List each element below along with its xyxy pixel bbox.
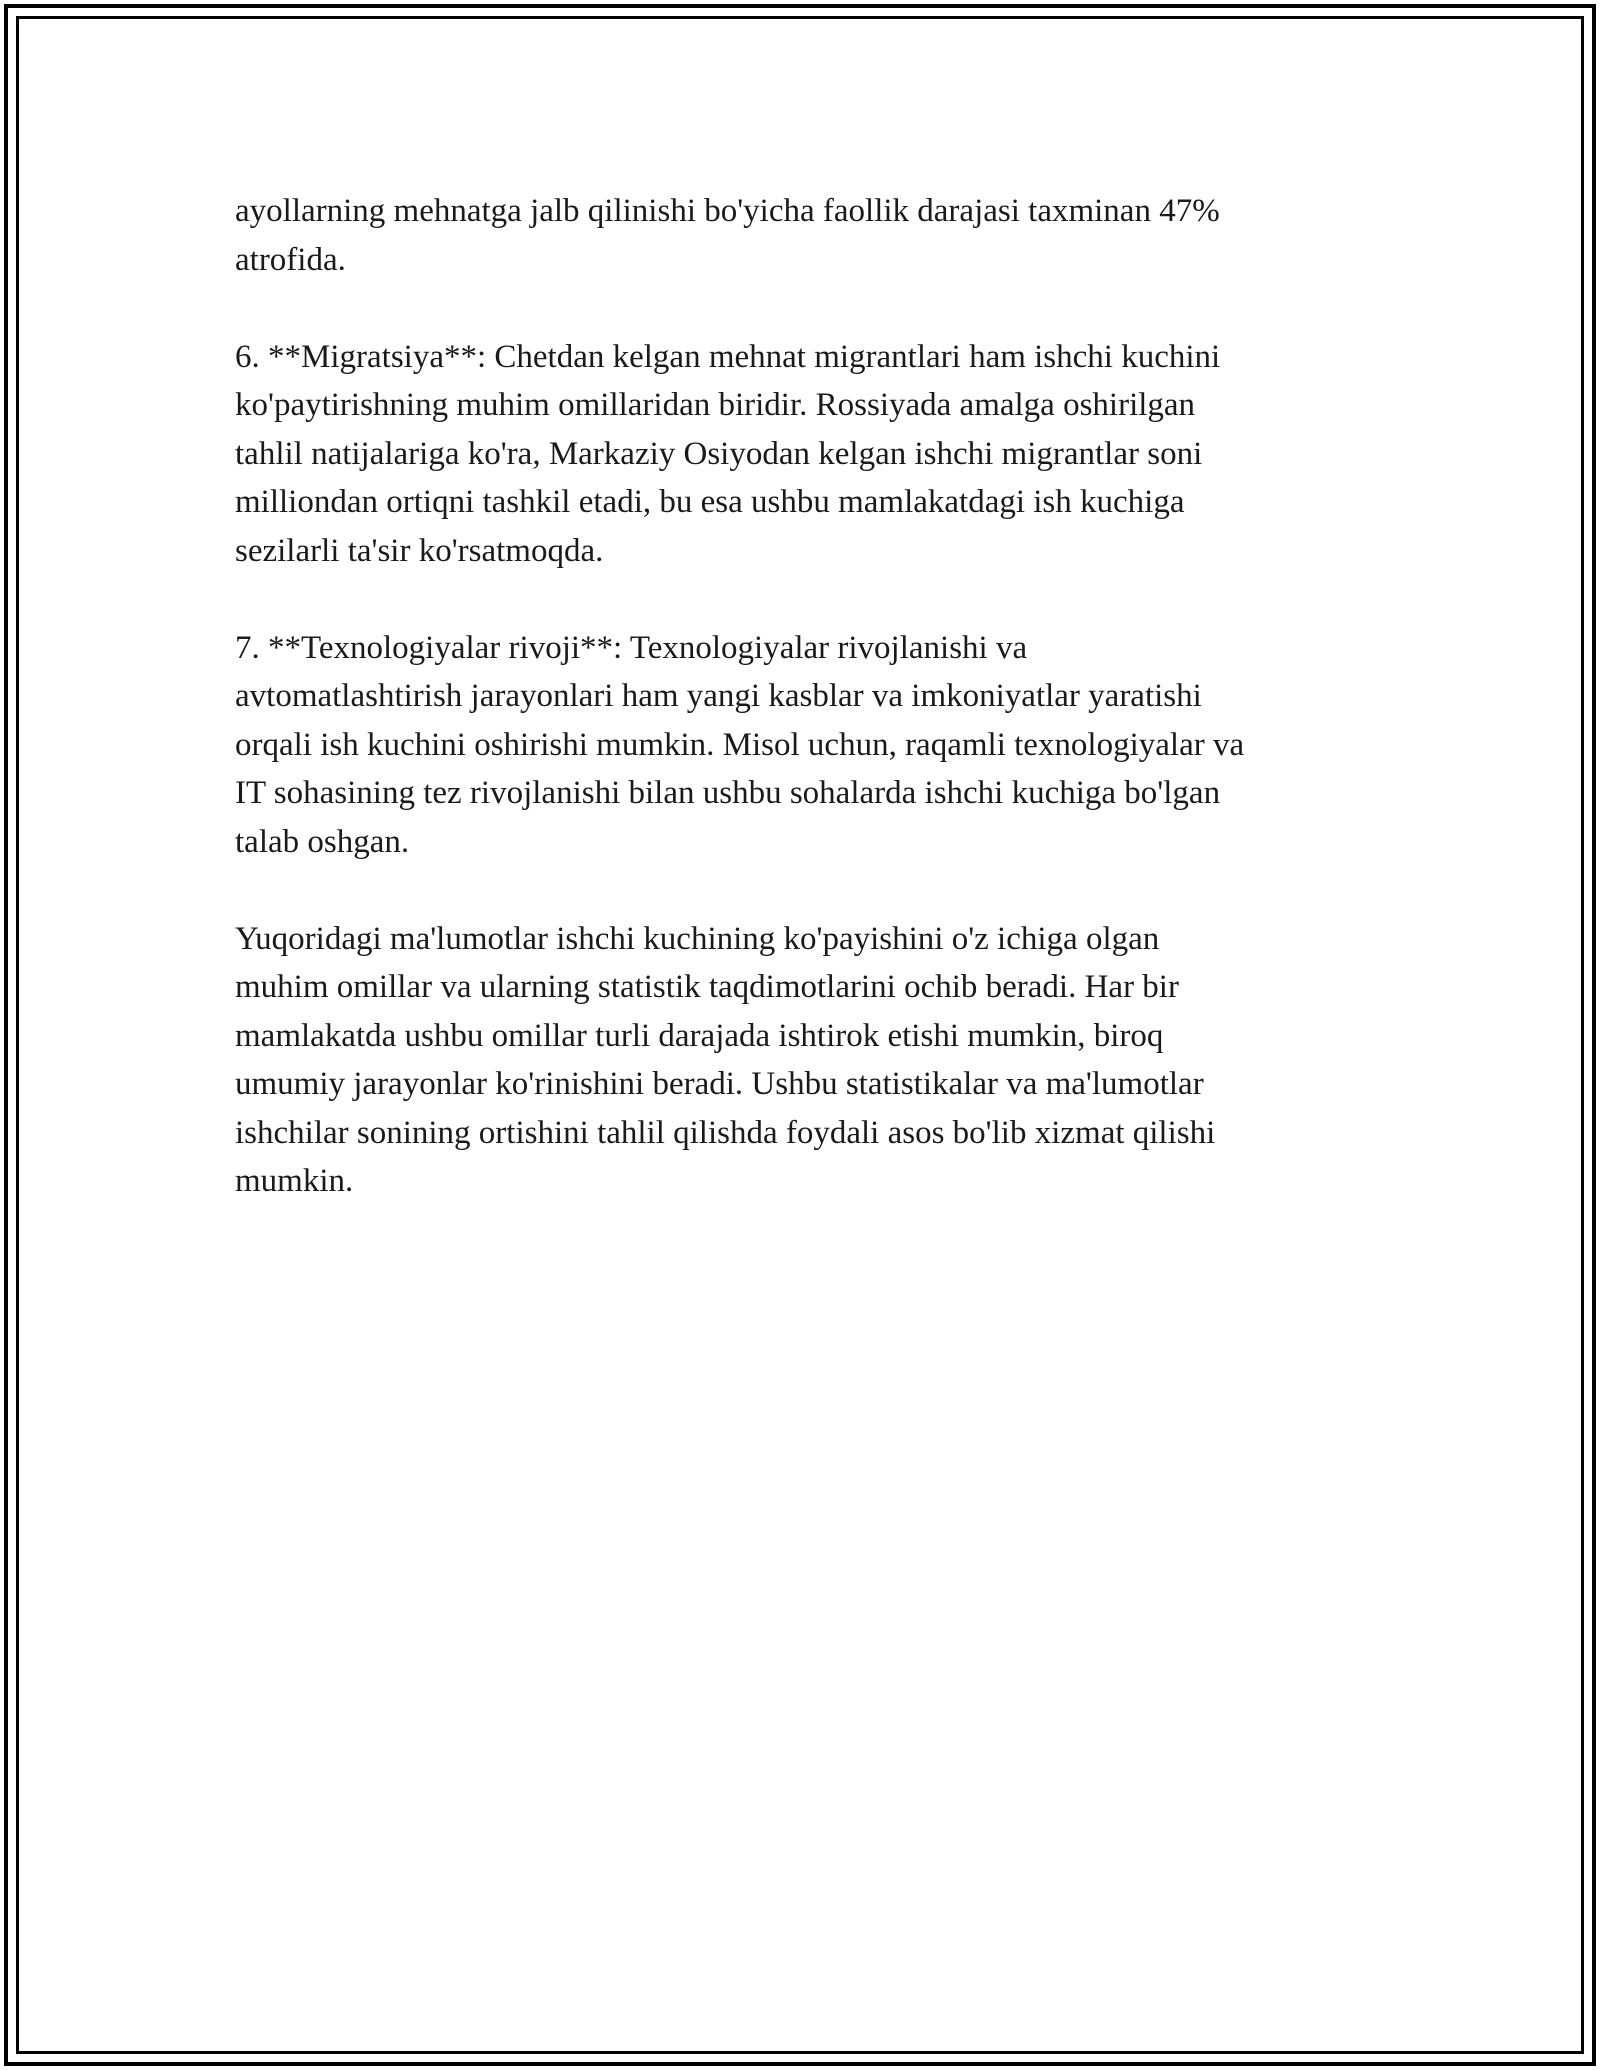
text-line: IT sohasining tez rivojlanishi bilan ushbu sohalarda ishchi kuchiga bo'lgan bbox=[235, 775, 1221, 811]
paragraph-womens-employment bbox=[235, 187, 1385, 284]
text-line: 6. **Migratsiya**: Chetdan kelgan mehnat migrantlari ham ishchi kuchini bbox=[235, 338, 1221, 375]
text-line: tahlil natijalariga ko'ra, Markaziy Osiyodan kelgan ishchi migrantlar soni bbox=[235, 435, 1203, 472]
text-line: orqali ish kuchini oshirishi mumkin. Misol uchun, raqamli texnologiyalar va bbox=[235, 726, 1245, 763]
text-line: Yuqoridagi ma'lumotlar ishchi kuchining ko'payishini o'z ichiga olgan bbox=[235, 920, 1160, 957]
paragraph-migration bbox=[235, 333, 1385, 576]
text-line: mumkin. bbox=[235, 1163, 354, 1199]
text-line: muhim omillar va ularning statistik taqdimotlarini ochib beradi. Har bir bbox=[235, 969, 1179, 1005]
paragraph-technology bbox=[235, 624, 1385, 867]
document-body bbox=[235, 187, 1385, 1254]
text-line: ishchilar sonining ortishini tahlil qilishda foydali asos bo'lib xizmat qilishi bbox=[235, 1114, 1216, 1151]
text-line: 7. **Texnologiyalar rivoji**: Texnologiyalar rivojlanishi va bbox=[235, 629, 1028, 666]
text-line: ayollarning mehnatga jalb qilinishi bo'yicha faollik darajasi taxminan 47% bbox=[235, 193, 1220, 229]
text-line: mamlakatda ushbu omillar turli darajada ishtirok etishi mumkin, biroq bbox=[235, 1017, 1164, 1054]
text-line: milliondan ortiqni tashkil etadi, bu esa ushbu mamlakatdagi ish kuchiga bbox=[235, 484, 1185, 520]
text-line: talab oshgan. bbox=[235, 823, 410, 860]
text-line: umumiy jarayonlar ko'rinishini beradi. Ushbu statistikalar va ma'lumotlar bbox=[235, 1066, 1204, 1102]
text-line: avtomatlashtirish jarayonlari ham yangi kasblar va imkoniyatlar yaratishi bbox=[235, 678, 1202, 714]
text-line: ko'paytirishning muhim omillaridan biridir. Rossiyada amalga oshirilgan bbox=[235, 387, 1196, 423]
paragraph-conclusion bbox=[235, 915, 1385, 1206]
text-line: sezilarli ta'sir ko'rsatmoqda. bbox=[235, 532, 604, 569]
text-line: atrofida. bbox=[235, 241, 346, 278]
